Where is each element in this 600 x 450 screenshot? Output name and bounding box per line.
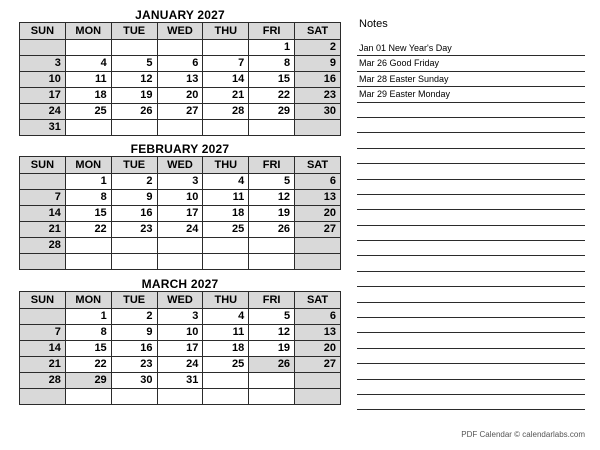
- day-cell: 21: [20, 222, 66, 238]
- note-line: [357, 180, 585, 195]
- day-cell: 10: [157, 325, 203, 341]
- day-cell: 24: [20, 104, 66, 120]
- day-cell: 2: [111, 309, 157, 325]
- day-cell: 4: [65, 56, 111, 72]
- weekday-header: SUN: [20, 23, 66, 40]
- month-calendar: [19, 142, 341, 270]
- day-cell: 24: [157, 222, 203, 238]
- day-cell: 2: [295, 40, 341, 56]
- note-line: [357, 395, 585, 410]
- day-cell: [249, 238, 295, 254]
- day-cell: [295, 238, 341, 254]
- day-cell: 9: [111, 325, 157, 341]
- day-cell: [111, 254, 157, 270]
- day-cell: 17: [20, 88, 66, 104]
- note-line: [357, 241, 585, 256]
- week-row: [20, 325, 341, 341]
- day-cell: 28: [20, 238, 66, 254]
- note-line: Mar 28 Easter Sunday: [357, 72, 585, 87]
- day-cell: [203, 254, 249, 270]
- day-cell: 23: [111, 222, 157, 238]
- weekday-header: THU: [203, 292, 249, 309]
- week-row: [20, 206, 341, 222]
- day-cell: 23: [111, 357, 157, 373]
- day-cell: [295, 254, 341, 270]
- day-cell: 20: [295, 341, 341, 357]
- day-cell: [203, 389, 249, 405]
- day-cell: 8: [249, 56, 295, 72]
- day-cell: 18: [203, 341, 249, 357]
- week-row: [20, 254, 341, 270]
- weekday-header: WED: [157, 23, 203, 40]
- notes-panel: [357, 17, 585, 410]
- day-cell: 8: [65, 325, 111, 341]
- day-cell: 18: [65, 88, 111, 104]
- day-cell: 5: [249, 174, 295, 190]
- month-calendar: [19, 8, 341, 136]
- day-cell: 25: [203, 357, 249, 373]
- day-cell: 9: [295, 56, 341, 72]
- weekday-header-row: [20, 23, 341, 40]
- day-cell: 3: [20, 56, 66, 72]
- note-line: [357, 103, 585, 118]
- weekday-header: TUE: [111, 157, 157, 174]
- day-cell: 21: [203, 88, 249, 104]
- day-cell: [249, 254, 295, 270]
- day-cell: 14: [20, 206, 66, 222]
- day-cell: [295, 120, 341, 136]
- week-row: [20, 174, 341, 190]
- day-cell: 7: [203, 56, 249, 72]
- month-title: FEBRUARY 2027: [130, 142, 230, 156]
- note-line: [357, 303, 585, 318]
- note-line: [357, 195, 585, 210]
- day-cell: 29: [249, 104, 295, 120]
- day-cell: 22: [65, 357, 111, 373]
- week-row: [20, 120, 341, 136]
- day-cell: 15: [65, 341, 111, 357]
- footer-credit: PDF Calendar © calendarlabs.com: [461, 430, 585, 439]
- weekday-header-row: [20, 157, 341, 174]
- day-cell: [65, 238, 111, 254]
- day-cell: [157, 254, 203, 270]
- day-cell: [20, 389, 66, 405]
- day-cell: 18: [203, 206, 249, 222]
- note-line: Jan 01 New Year's Day: [357, 41, 585, 56]
- day-cell: [157, 389, 203, 405]
- week-row: [20, 72, 341, 88]
- day-cell: 1: [249, 40, 295, 56]
- weekday-header: FRI: [249, 292, 295, 309]
- notes-lines: [357, 41, 585, 410]
- week-row: [20, 389, 341, 405]
- day-cell: 26: [111, 104, 157, 120]
- day-cell: 22: [249, 88, 295, 104]
- day-cell: 3: [157, 309, 203, 325]
- day-cell: 10: [157, 190, 203, 206]
- day-cell: 27: [295, 222, 341, 238]
- weekday-header: SAT: [295, 157, 341, 174]
- note-line: [357, 210, 585, 225]
- day-cell: [249, 389, 295, 405]
- month-grid: [19, 291, 341, 405]
- day-cell: 27: [157, 104, 203, 120]
- weekday-header: THU: [203, 23, 249, 40]
- weekday-header: SUN: [20, 292, 66, 309]
- weekday-header: MON: [65, 292, 111, 309]
- day-cell: 30: [295, 104, 341, 120]
- weekday-header: SUN: [20, 157, 66, 174]
- weekday-header: TUE: [111, 23, 157, 40]
- note-line: [357, 118, 585, 133]
- day-cell: 16: [111, 206, 157, 222]
- day-cell: 6: [295, 309, 341, 325]
- day-cell: [295, 389, 341, 405]
- day-cell: 11: [203, 190, 249, 206]
- week-row: [20, 309, 341, 325]
- day-cell: [157, 40, 203, 56]
- month-title: JANUARY 2027: [135, 8, 225, 22]
- day-cell: [157, 238, 203, 254]
- month-calendar: [19, 277, 341, 405]
- week-row: [20, 40, 341, 56]
- week-row: [20, 238, 341, 254]
- day-cell: 20: [157, 88, 203, 104]
- day-cell: 25: [203, 222, 249, 238]
- weekday-header: WED: [157, 157, 203, 174]
- note-line: [357, 318, 585, 333]
- weekday-header: THU: [203, 157, 249, 174]
- weekday-header: TUE: [111, 292, 157, 309]
- day-cell: 21: [20, 357, 66, 373]
- month-grid: [19, 22, 341, 136]
- day-cell: [20, 254, 66, 270]
- day-cell: 13: [157, 72, 203, 88]
- week-row: [20, 88, 341, 104]
- day-cell: 29: [65, 373, 111, 389]
- day-cell: 4: [203, 309, 249, 325]
- day-cell: 12: [249, 190, 295, 206]
- day-cell: 13: [295, 325, 341, 341]
- day-cell: 28: [20, 373, 66, 389]
- note-line: [357, 226, 585, 241]
- day-cell: [65, 389, 111, 405]
- day-cell: 14: [20, 341, 66, 357]
- day-cell: 11: [65, 72, 111, 88]
- day-cell: [295, 373, 341, 389]
- month-grid: [19, 156, 341, 270]
- day-cell: [249, 373, 295, 389]
- day-cell: 2: [111, 174, 157, 190]
- weekday-header: SAT: [295, 292, 341, 309]
- day-cell: 17: [157, 341, 203, 357]
- note-line: [357, 380, 585, 395]
- day-cell: 7: [20, 190, 66, 206]
- day-cell: [249, 120, 295, 136]
- day-cell: [20, 40, 66, 56]
- day-cell: [203, 120, 249, 136]
- weekday-header: MON: [65, 23, 111, 40]
- weekday-header: SAT: [295, 23, 341, 40]
- note-line: [357, 164, 585, 179]
- day-cell: 16: [295, 72, 341, 88]
- week-row: [20, 341, 341, 357]
- day-cell: 12: [249, 325, 295, 341]
- week-row: [20, 56, 341, 72]
- week-row: [20, 373, 341, 389]
- weekday-header: FRI: [249, 157, 295, 174]
- week-row: [20, 190, 341, 206]
- day-cell: [111, 389, 157, 405]
- note-line: [357, 149, 585, 164]
- day-cell: 4: [203, 174, 249, 190]
- day-cell: 13: [295, 190, 341, 206]
- day-cell: [111, 40, 157, 56]
- note-line: [357, 272, 585, 287]
- day-cell: 17: [157, 206, 203, 222]
- day-cell: 28: [203, 104, 249, 120]
- day-cell: 15: [65, 206, 111, 222]
- day-cell: 16: [111, 341, 157, 357]
- day-cell: 12: [111, 72, 157, 88]
- note-line: [357, 333, 585, 348]
- month-title: MARCH 2027: [141, 277, 219, 291]
- day-cell: 24: [157, 357, 203, 373]
- note-line: Mar 26 Good Friday: [357, 56, 585, 71]
- day-cell: 6: [157, 56, 203, 72]
- day-cell: 5: [249, 309, 295, 325]
- note-line: [357, 133, 585, 148]
- day-cell: 31: [20, 120, 66, 136]
- day-cell: 19: [249, 206, 295, 222]
- day-cell: 9: [111, 190, 157, 206]
- day-cell: [203, 373, 249, 389]
- day-cell: 14: [203, 72, 249, 88]
- day-cell: 1: [65, 309, 111, 325]
- week-row: [20, 104, 341, 120]
- day-cell: 7: [20, 325, 66, 341]
- notes-title: Notes: [359, 18, 388, 30]
- note-line: [357, 349, 585, 364]
- day-cell: [65, 254, 111, 270]
- day-cell: 22: [65, 222, 111, 238]
- week-row: [20, 357, 341, 373]
- week-row: [20, 222, 341, 238]
- note-line: Mar 29 Easter Monday: [357, 87, 585, 102]
- day-cell: 23: [295, 88, 341, 104]
- day-cell: 5: [111, 56, 157, 72]
- day-cell: 20: [295, 206, 341, 222]
- day-cell: [65, 40, 111, 56]
- day-cell: [203, 40, 249, 56]
- day-cell: [65, 120, 111, 136]
- day-cell: [111, 120, 157, 136]
- day-cell: 26: [249, 357, 295, 373]
- day-cell: 15: [249, 72, 295, 88]
- weekday-header: MON: [65, 157, 111, 174]
- weekday-header-row: [20, 292, 341, 309]
- day-cell: 6: [295, 174, 341, 190]
- day-cell: [20, 174, 66, 190]
- note-line: [357, 256, 585, 271]
- day-cell: 31: [157, 373, 203, 389]
- day-cell: [157, 120, 203, 136]
- day-cell: 27: [295, 357, 341, 373]
- day-cell: 30: [111, 373, 157, 389]
- day-cell: [203, 238, 249, 254]
- note-line: [357, 287, 585, 302]
- day-cell: 19: [249, 341, 295, 357]
- day-cell: 26: [249, 222, 295, 238]
- day-cell: 11: [203, 325, 249, 341]
- day-cell: 8: [65, 190, 111, 206]
- day-cell: 19: [111, 88, 157, 104]
- day-cell: 3: [157, 174, 203, 190]
- day-cell: 10: [20, 72, 66, 88]
- weekday-header: WED: [157, 292, 203, 309]
- day-cell: [111, 238, 157, 254]
- weekday-header: FRI: [249, 23, 295, 40]
- day-cell: 1: [65, 174, 111, 190]
- day-cell: 25: [65, 104, 111, 120]
- day-cell: [20, 309, 66, 325]
- note-line: [357, 364, 585, 379]
